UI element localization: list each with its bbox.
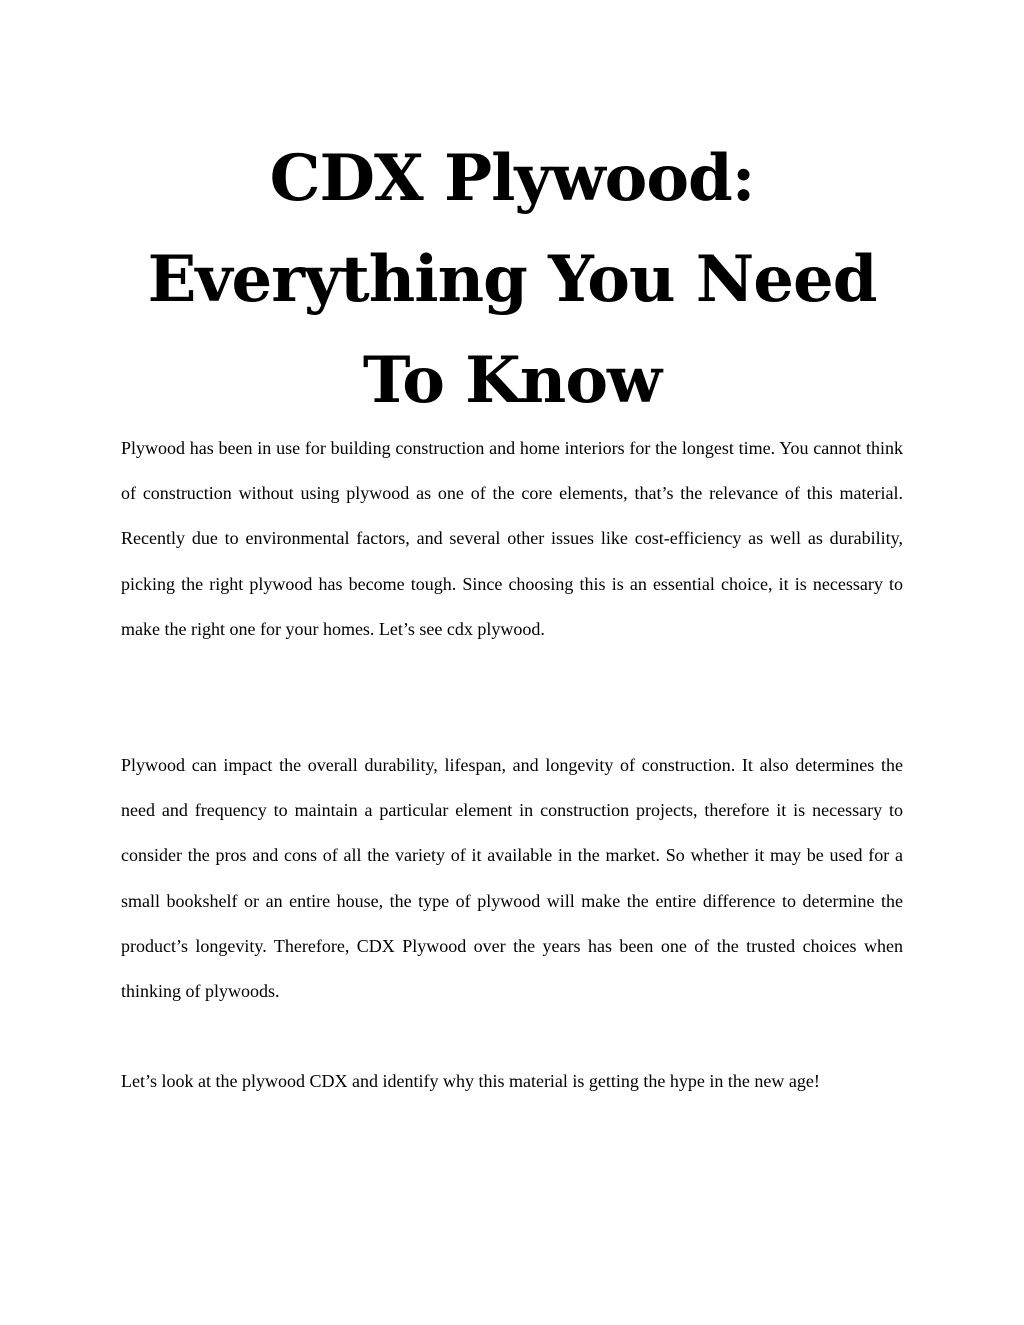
paragraph-durability: Plywood can impact the overall durability, lifespan, and longevity of construction. It also determines the need and frequency to maintain a particular element in construction projects, therefore it is necessary to consider the pros and cons of all the variety of it available in the market. So whether it may be used for a small bookshelf or an entire house, the type of plywood will make the entire difference to determine the product’s longevity. Therefore, CDX Plywood over the years has been one of the trusted choices when thinking of plywoods. [121, 755, 903, 1002]
paragraph-intro: Plywood has been in use for building construction and home interiors for the longest time. You cannot think of construction without using plywood as one of the core elements, that’s the relevance of this material. Recently due to environmental factors, and several other issues like cost-efficiency as well as durability, picking the right plywood has become tough. Since choosing this is an essential choice, it is necessary to make the right one for your homes. Let’s see cdx plywood. [121, 438, 903, 639]
document-title: CDX Plywood: Everything You Need To Know [147, 141, 877, 418]
paragraph-closing: Let’s look at the plywood CDX and identify why this material is getting the hype in the new age! [121, 1071, 820, 1091]
